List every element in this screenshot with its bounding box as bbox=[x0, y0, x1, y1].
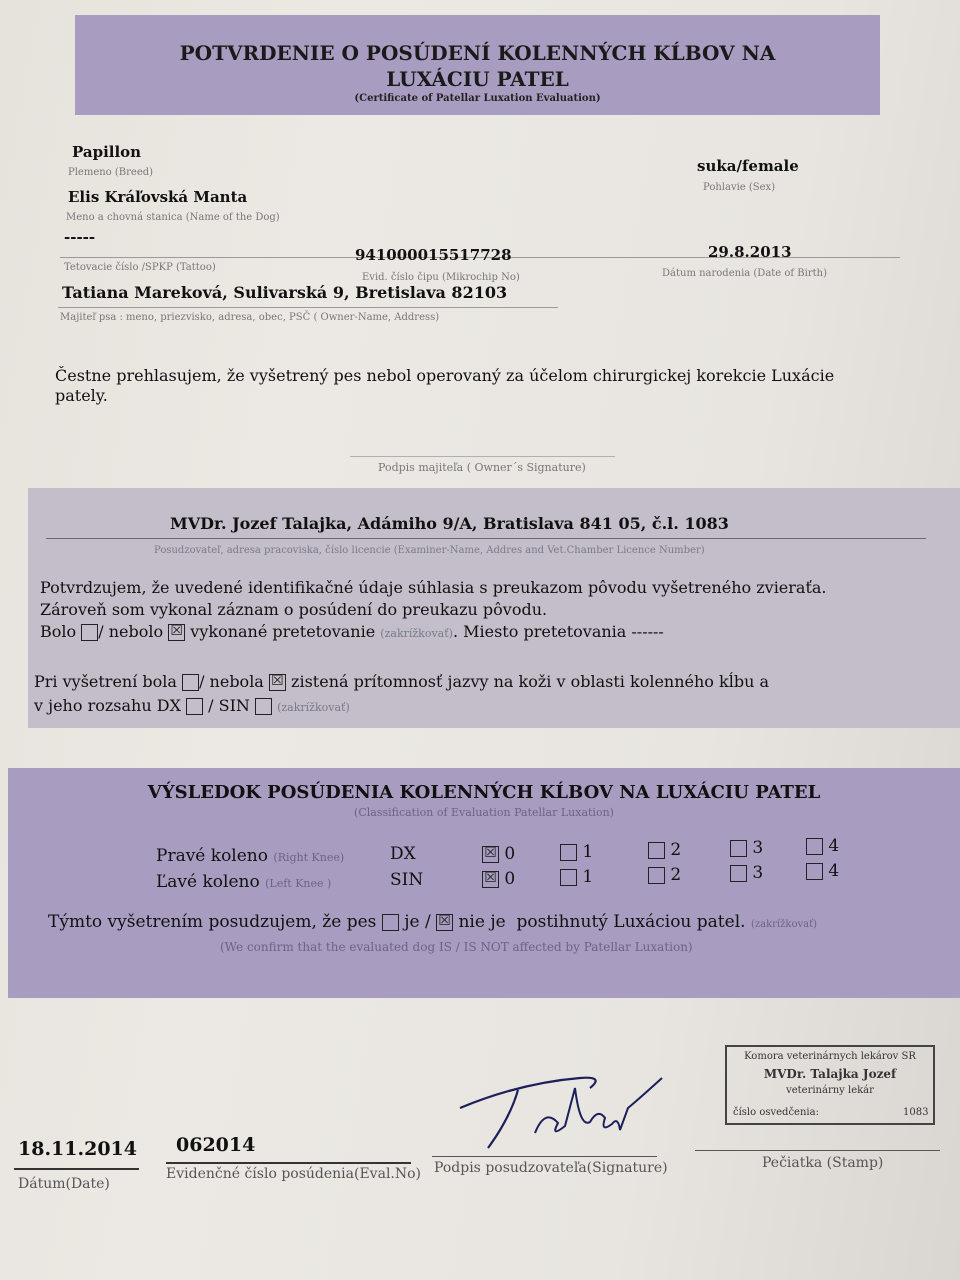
grade-label: 3 bbox=[752, 863, 764, 883]
right-grade-0 bbox=[482, 844, 515, 864]
confirm-line2: Zároveň som vykonal záznam o posúdení do preukazu pôvodu. bbox=[40, 600, 548, 619]
examiner-signature bbox=[440, 1048, 680, 1158]
stamp-caption: Pečiatka (Stamp) bbox=[762, 1155, 884, 1171]
left-grade-3-checkbox[interactable] bbox=[730, 865, 747, 882]
right-grade-2-checkbox[interactable] bbox=[648, 842, 665, 859]
conclusion-je-checkbox[interactable] bbox=[382, 914, 399, 931]
certificate-subtitle: (Certificate of Patellar Luxation Evaluation) bbox=[354, 93, 601, 104]
stamp-line4: číslo osvedčenia: bbox=[733, 1107, 819, 1118]
date-value: 18.11.2014 bbox=[18, 1138, 137, 1160]
eval-no-value: 062014 bbox=[176, 1134, 256, 1156]
result-section bbox=[8, 768, 960, 998]
left-grade-0 bbox=[482, 869, 515, 889]
tattoo-value: ----- bbox=[64, 228, 96, 246]
right-knee-label-group bbox=[156, 846, 344, 866]
dob-caption: Dátum narodenia (Date of Birth) bbox=[662, 268, 827, 279]
right-grade-3-checkbox[interactable] bbox=[730, 840, 747, 857]
scar-dx-label: v jeho rozsahu DX bbox=[34, 696, 181, 715]
scar-nebola-label: / nebola bbox=[199, 672, 264, 691]
right-grade-4-checkbox[interactable] bbox=[806, 838, 823, 855]
right-grade-0-checkbox[interactable]: ☒ bbox=[482, 846, 499, 863]
retattoo-nebolo-label: / nebolo bbox=[98, 622, 164, 641]
scar-row-2 bbox=[34, 696, 350, 715]
retattoo-nebolo-checkbox[interactable]: ☒ bbox=[168, 624, 185, 641]
conclusion-start: Týmto vyšetrením posudzujem, že pes bbox=[48, 912, 377, 932]
stamp-line bbox=[695, 1150, 940, 1151]
scar-bola-checkbox[interactable] bbox=[182, 674, 199, 691]
owner-signature-caption: Podpis majiteľa ( Owner´s Signature) bbox=[378, 461, 586, 474]
scar-sin-checkbox[interactable] bbox=[255, 698, 272, 715]
date-caption: Dátum(Date) bbox=[18, 1176, 110, 1192]
retattoo-bolo-checkbox[interactable] bbox=[81, 624, 98, 641]
left-grade-3 bbox=[730, 863, 763, 883]
dob-value: 29.8.2013 bbox=[708, 243, 792, 261]
owner-value: Tatiana Mareková, Sulivarská 9, Bretislava 82103 bbox=[62, 283, 508, 302]
left-grade-4-checkbox[interactable] bbox=[806, 863, 823, 880]
tattoo-caption: Tetovacie číslo /SPKP (Tattoo) bbox=[64, 262, 216, 273]
grade-label: 2 bbox=[670, 865, 682, 885]
divider-line bbox=[58, 307, 558, 308]
retattoo-hint: (zakrížkovať) bbox=[380, 627, 453, 640]
examiner-caption: Posudzovateľ, adresa pracoviska, číslo licencie (Examiner-Name, Addres and Vet.Chamber Licence Number) bbox=[154, 545, 705, 556]
conclusion-en: (We confirm that the evaluated dog IS / IS NOT affected by Patellar Luxation) bbox=[220, 940, 693, 954]
declaration-line2: pately. bbox=[55, 386, 108, 405]
sex-value: suka/female bbox=[697, 157, 799, 175]
right-grade-4 bbox=[806, 836, 839, 856]
scar-text: zistená prítomnosť jazvy na koži v oblasti kolenného kĺbu a bbox=[291, 672, 770, 691]
right-knee-label: Pravé koleno bbox=[156, 846, 268, 866]
right-grade-1 bbox=[560, 842, 593, 862]
certificate-title-line2: LUXÁCIU PATEL bbox=[386, 67, 569, 91]
retattoo-place: . Miesto pretetovania ------ bbox=[452, 622, 664, 641]
left-grade-1-checkbox[interactable] bbox=[560, 869, 577, 886]
examiner-signature-line bbox=[432, 1156, 657, 1157]
date-line bbox=[14, 1168, 139, 1170]
left-grade-1 bbox=[560, 867, 593, 887]
left-knee-label-group bbox=[156, 872, 331, 892]
left-knee-label-en: (Left Knee ) bbox=[265, 877, 332, 890]
owner-signature-line bbox=[350, 456, 615, 457]
right-knee-label-en: (Right Knee) bbox=[273, 851, 345, 864]
grade-label: 1 bbox=[582, 842, 594, 862]
left-knee-side: SIN bbox=[390, 870, 424, 890]
left-grade-4 bbox=[806, 861, 839, 881]
result-title: VÝSLEDOK POSÚDENIA KOLENNÝCH KĹBOV NA LUXÁCIU PATEL bbox=[147, 782, 821, 803]
grade-label: 0 bbox=[504, 869, 516, 889]
conclusion-hint: (zakrížkovať) bbox=[750, 919, 818, 930]
eval-no-caption: Evidenčné číslo posúdenia(Eval.No) bbox=[166, 1166, 422, 1182]
examiner-value: MVDr. Jozef Talajka, Adámiho 9/A, Bratislava 841 05, č.l. 1083 bbox=[170, 514, 729, 533]
stamp-line3: veterinárny lekár bbox=[786, 1085, 874, 1096]
dog-name-value: Elis Kráľovská Manta bbox=[68, 188, 248, 206]
grade-label: 2 bbox=[670, 840, 682, 860]
right-knee-side: DX bbox=[390, 844, 416, 864]
left-grade-2-checkbox[interactable] bbox=[648, 867, 665, 884]
veterinary-stamp bbox=[725, 1045, 935, 1125]
scar-row bbox=[34, 672, 769, 691]
grade-label: 4 bbox=[828, 836, 840, 856]
owner-caption: Majiteľ psa : meno, priezvisko, adresa, obec, PSČ ( Owner-Name, Address) bbox=[60, 312, 440, 323]
left-grade-2 bbox=[648, 865, 681, 885]
grade-label: 3 bbox=[752, 838, 764, 858]
left-grade-0-checkbox[interactable]: ☒ bbox=[482, 871, 499, 888]
conclusion-end: postihnutý Luxáciou patel. bbox=[516, 912, 746, 932]
right-grade-3 bbox=[730, 838, 763, 858]
result-subtitle: (Classification of Evaluation Patellar Luxation) bbox=[354, 806, 614, 819]
conclusion-nieje-checkbox[interactable]: ☒ bbox=[436, 914, 453, 931]
examiner-signature-caption: Podpis posudzovateľa(Signature) bbox=[434, 1160, 668, 1176]
conclusion-nieje-label: nie je bbox=[458, 912, 506, 932]
confirm-line1: Potvrdzujem, že uvedené identifikačné údaje súhlasia s preukazom pôvodu vyšetreného zvieraťa. bbox=[40, 578, 827, 597]
dog-name-caption: Meno a chovná stanica (Name of the Dog) bbox=[66, 212, 280, 223]
retattoo-bolo-label: Bolo bbox=[40, 622, 77, 641]
scar-nebola-checkbox[interactable]: ☒ bbox=[269, 674, 286, 691]
sex-caption: Pohlavie (Sex) bbox=[703, 182, 776, 193]
grade-label: 1 bbox=[582, 867, 594, 887]
grade-label: 4 bbox=[828, 861, 840, 881]
retattoo-row bbox=[40, 622, 664, 641]
stamp-number: 1083 bbox=[903, 1107, 929, 1118]
right-grade-2 bbox=[648, 840, 681, 860]
left-knee-label: Ľavé koleno bbox=[156, 872, 260, 892]
stamp-line1: Komora veterinárnych lekárov SR bbox=[744, 1051, 916, 1062]
scar-sin-label: / SIN bbox=[208, 696, 250, 715]
conclusion-row bbox=[48, 912, 817, 932]
retattoo-text: vykonané pretetovanie bbox=[190, 622, 376, 641]
scar-pri-label: Pri vyšetrení bola bbox=[34, 672, 177, 691]
scar-hint: (zakrížkovať) bbox=[277, 701, 350, 714]
examiner-section bbox=[28, 488, 960, 728]
stamp-line2: MVDr. Talajka Jozef bbox=[763, 1067, 897, 1081]
title-banner bbox=[75, 15, 880, 115]
scar-dx-checkbox[interactable] bbox=[186, 698, 203, 715]
breed-caption: Plemeno (Breed) bbox=[68, 167, 154, 178]
declaration-line1: Čestne prehlasujem, že vyšetrený pes nebol operovaný za účelom chirurgickej korekcie Luxácie bbox=[55, 366, 835, 385]
conclusion-je-label: je / bbox=[404, 912, 431, 932]
eval-no-line bbox=[166, 1162, 411, 1164]
right-grade-1-checkbox[interactable] bbox=[560, 844, 577, 861]
grade-label: 0 bbox=[504, 844, 516, 864]
certificate-title-line1: POTVRDENIE O POSÚDENÍ KOLENNÝCH KĹBOV NA bbox=[179, 41, 776, 65]
chip-value: 941000015517728 bbox=[355, 246, 512, 264]
breed-value: Papillon bbox=[72, 143, 142, 161]
chip-caption: Evid. číslo čipu (Mikrochip No) bbox=[362, 272, 520, 283]
divider-line bbox=[46, 538, 926, 539]
